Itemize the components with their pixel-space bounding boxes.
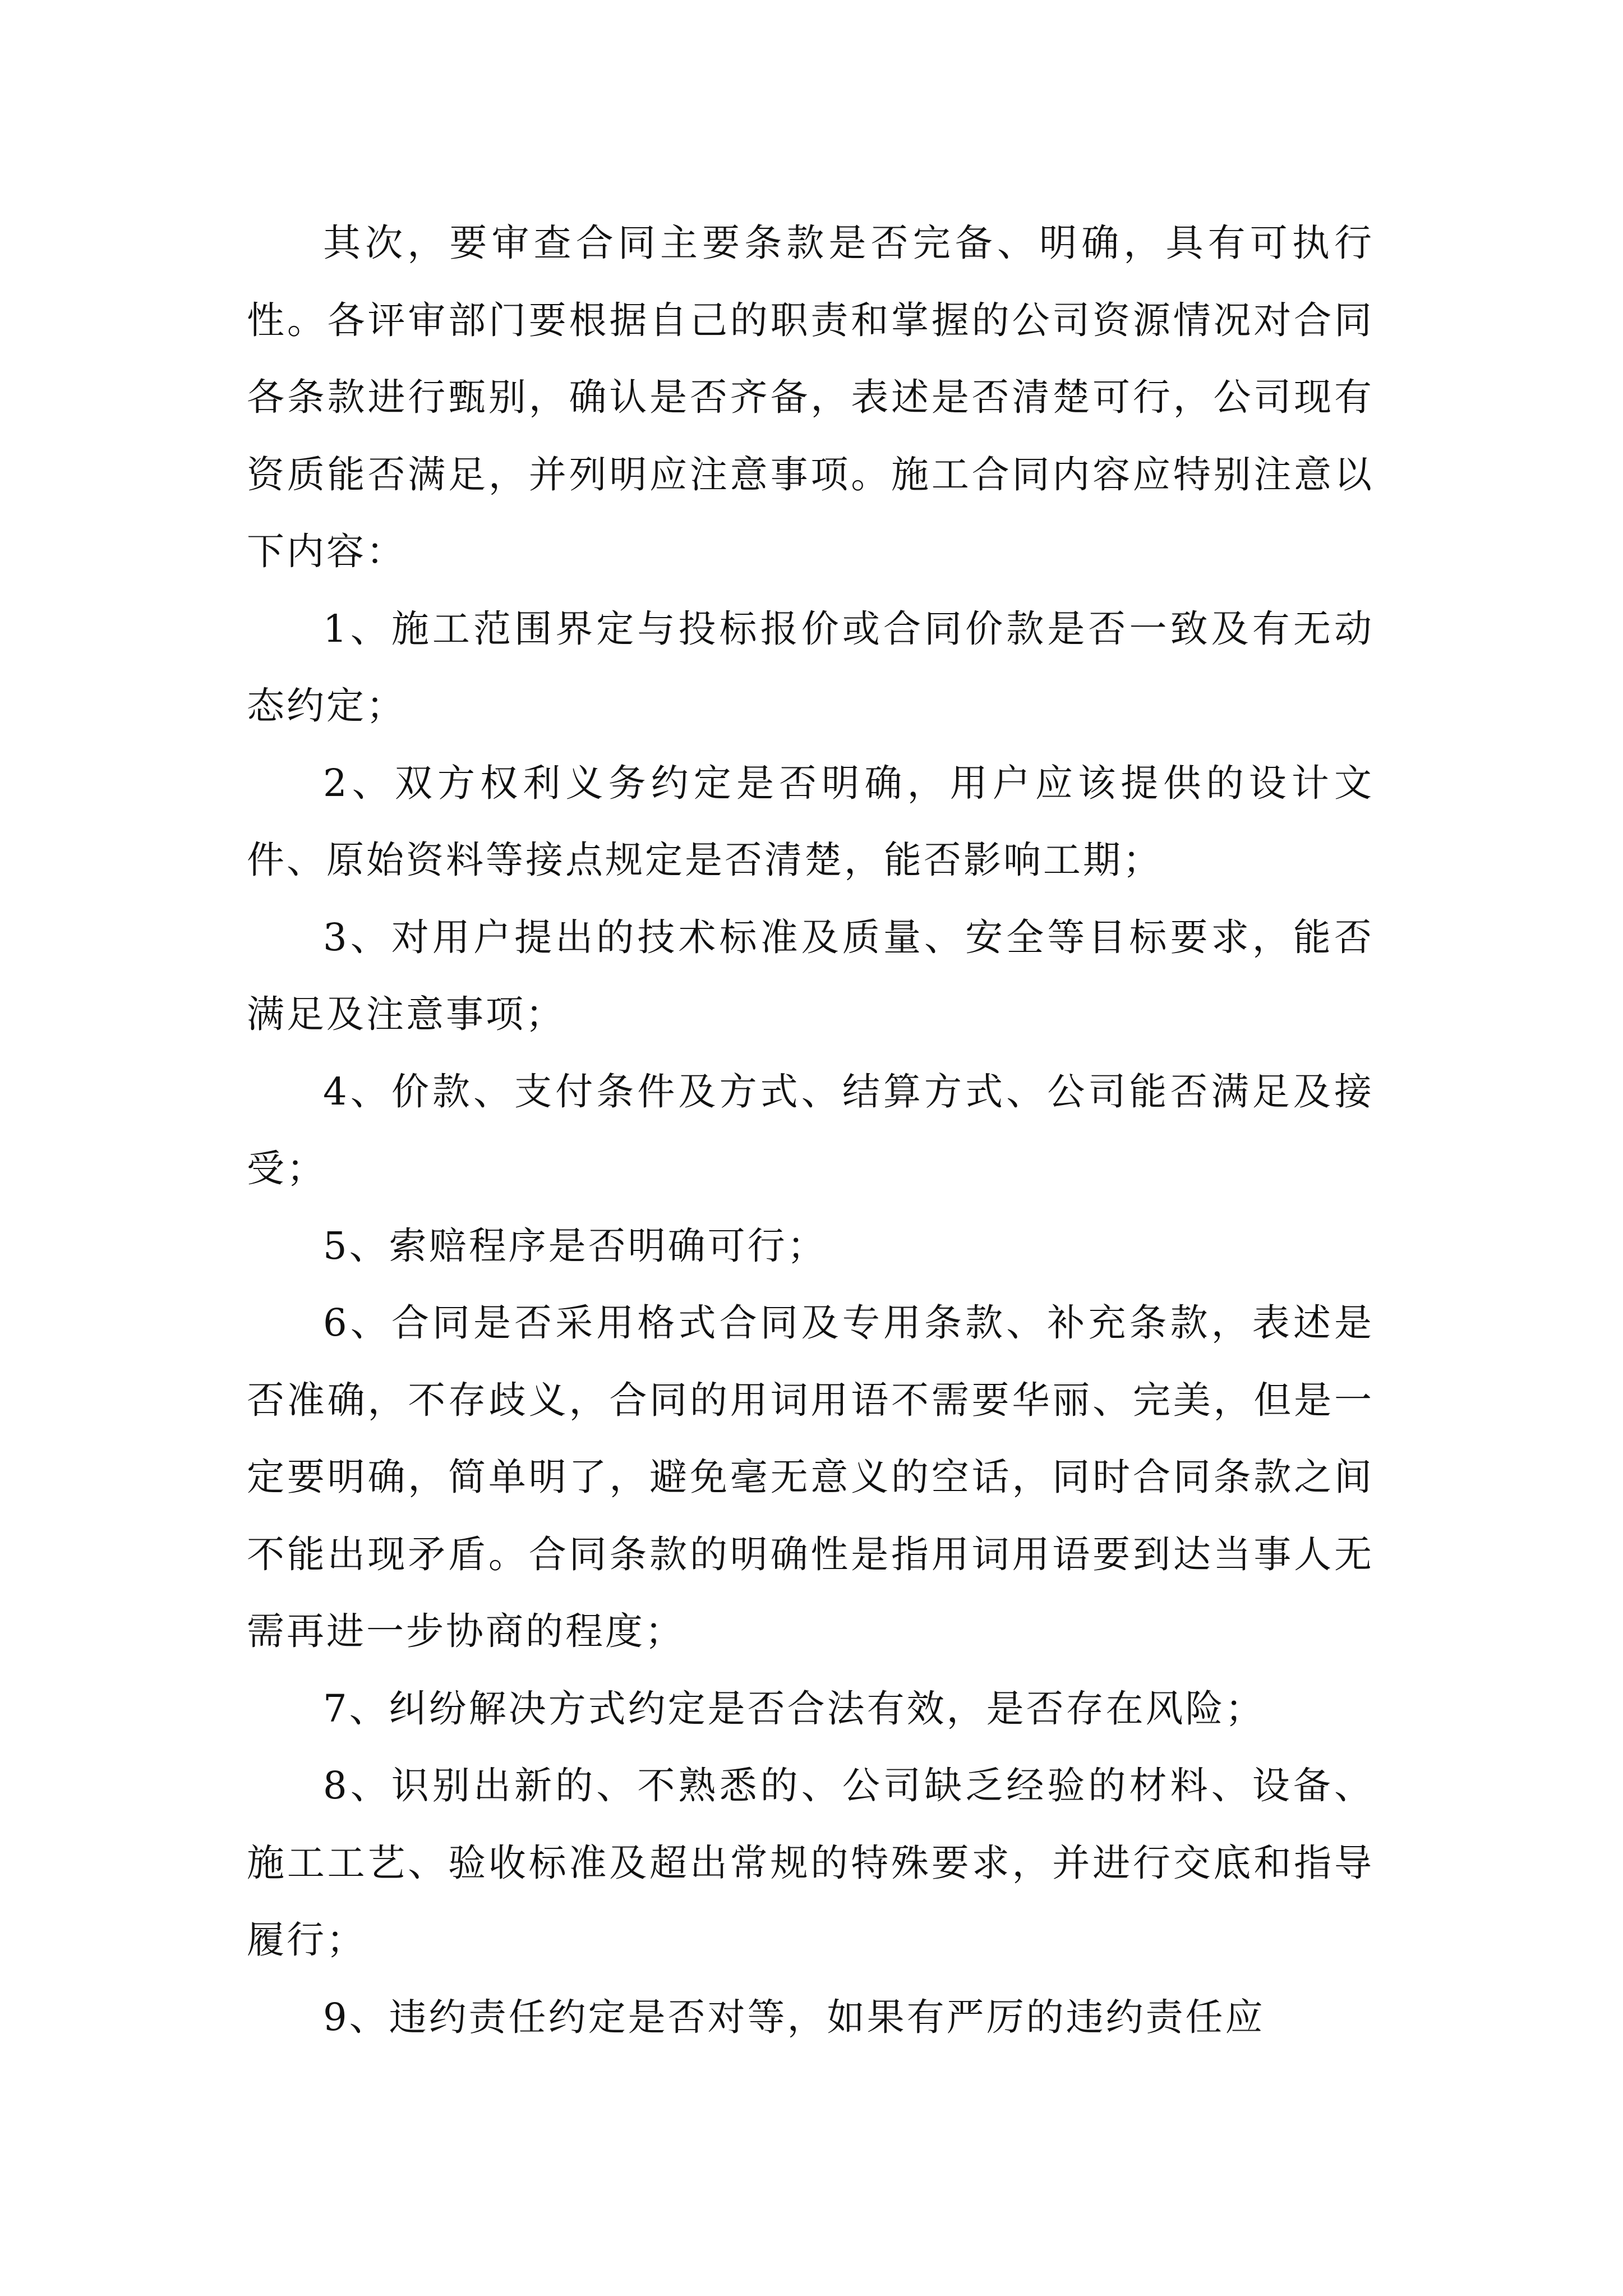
paragraph-item-4: 4、价款、支付条件及方式、结算方式、公司能否满足及接受；	[247, 1069, 1374, 1190]
paragraph-item-9: 9、违约责任约定是否对等，如果有严厉的违约责任应	[323, 1995, 1265, 2039]
paragraph-item-1: 1、施工范围界定与投标报价或合同价款是否一致及有无动态约定；	[247, 606, 1374, 728]
paragraph-item-8: 8、识别出新的、不熟悉的、公司缺乏经验的材料、设备、施工工艺、验收标准及超出常规的特殊要求，并进行交底和指导履行；	[247, 1764, 1374, 1962]
paragraph-item-5: 5、索赔程序是否明确可行；	[323, 1223, 827, 1268]
paragraph-item-6: 6、合同是否采用格式合同及专用条款、补充条款，表述是否准确，不存歧义，合同的用词用语不需要华丽、完美，但是一定要明确，简单明了，避免毫无意义的空话，同时合同条款之间不能出现矛盾。合同条款的明确性是指用词用语要到达当事人无需再进一步协商的程度；	[247, 1301, 1374, 1653]
paragraph-item-3: 3、对用户提出的技术标准及质量、安全等目标要求，能否满足及注意事项；	[247, 915, 1374, 1036]
paragraph-intro: 其次，要审查合同主要条款是否完备、明确，具有可执行性。各评审部门要根据自己的职责和掌握的公司资源情况对合同各条款进行甄别，确认是否齐备，表述是否清楚可行，公司现有资质能否满足，并列明应注意事项。施工合同内容应特别注意以下内容：	[247, 221, 1374, 573]
document-body	[247, 205, 1374, 2056]
paragraph-item-2: 2、双方权利义务约定是否明确，用户应该提供的设计文件、原始资料等接点规定是否清楚，能否影响工期；	[247, 761, 1374, 882]
paragraph-item-7: 7、纠纷解决方式约定是否合法有效，是否存在风险；	[323, 1686, 1265, 1731]
